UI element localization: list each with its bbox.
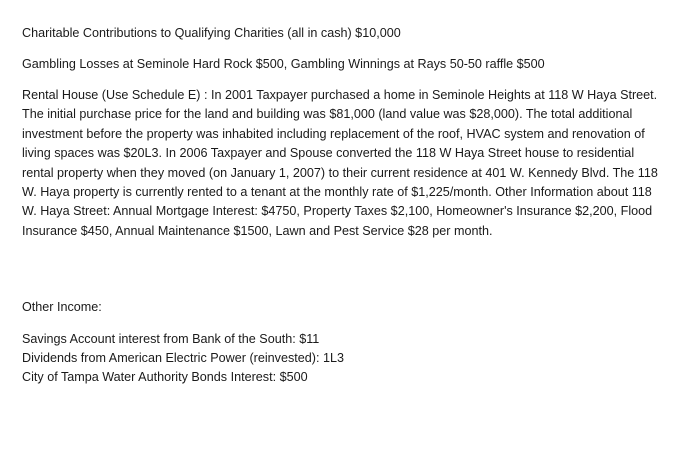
list-item: City of Tampa Water Authority Bonds Interest: $500 <box>22 369 308 384</box>
list-item: Dividends from American Electric Power (reinvested): 1L3 <box>22 350 344 365</box>
list-item: Savings Account interest from Bank of the South: $11 <box>22 332 320 346</box>
charitable-contributions-line: Charitable Contributions to Qualifying Charities (all in cash) $10,000 <box>22 26 401 40</box>
rental-house-paragraph: Rental House (Use Schedule E) : In 2001 Taxpayer purchased a home in Seminole Heights at 118 W Haya Street. The initial purchase price for the land and building was $81,000 (land value was $28,000). The total additional investment before the property was inhabited including replacement of the roof, HVAC system and renovation of living spaces was $20L3. In 2006 Taxpayer and Spouse converted the 118 W Haya Street house to residential rental property when they moved (on January 1, 2007) to their current residence at 401 W. Kennedy Blvd. The 118 W. Haya property is currently rented to a tenant at the monthly rate of $1,225/month. Other Information about 118 W. Haya Street: Annual Mortgage Interest: $4750, Property Taxes $2,100, Homeowner's Insurance $2,200, Flood Insurance $450, Annual Maintenance $1500, Lawn and Pest Service $28 per month. <box>22 88 658 238</box>
other-income-heading: Other Income: <box>22 300 102 314</box>
other-income-list <box>22 330 662 386</box>
gambling-line: Gambling Losses at Seminole Hard Rock $500, Gambling Winnings at Rays 50-50 raffle $500 <box>22 57 545 71</box>
